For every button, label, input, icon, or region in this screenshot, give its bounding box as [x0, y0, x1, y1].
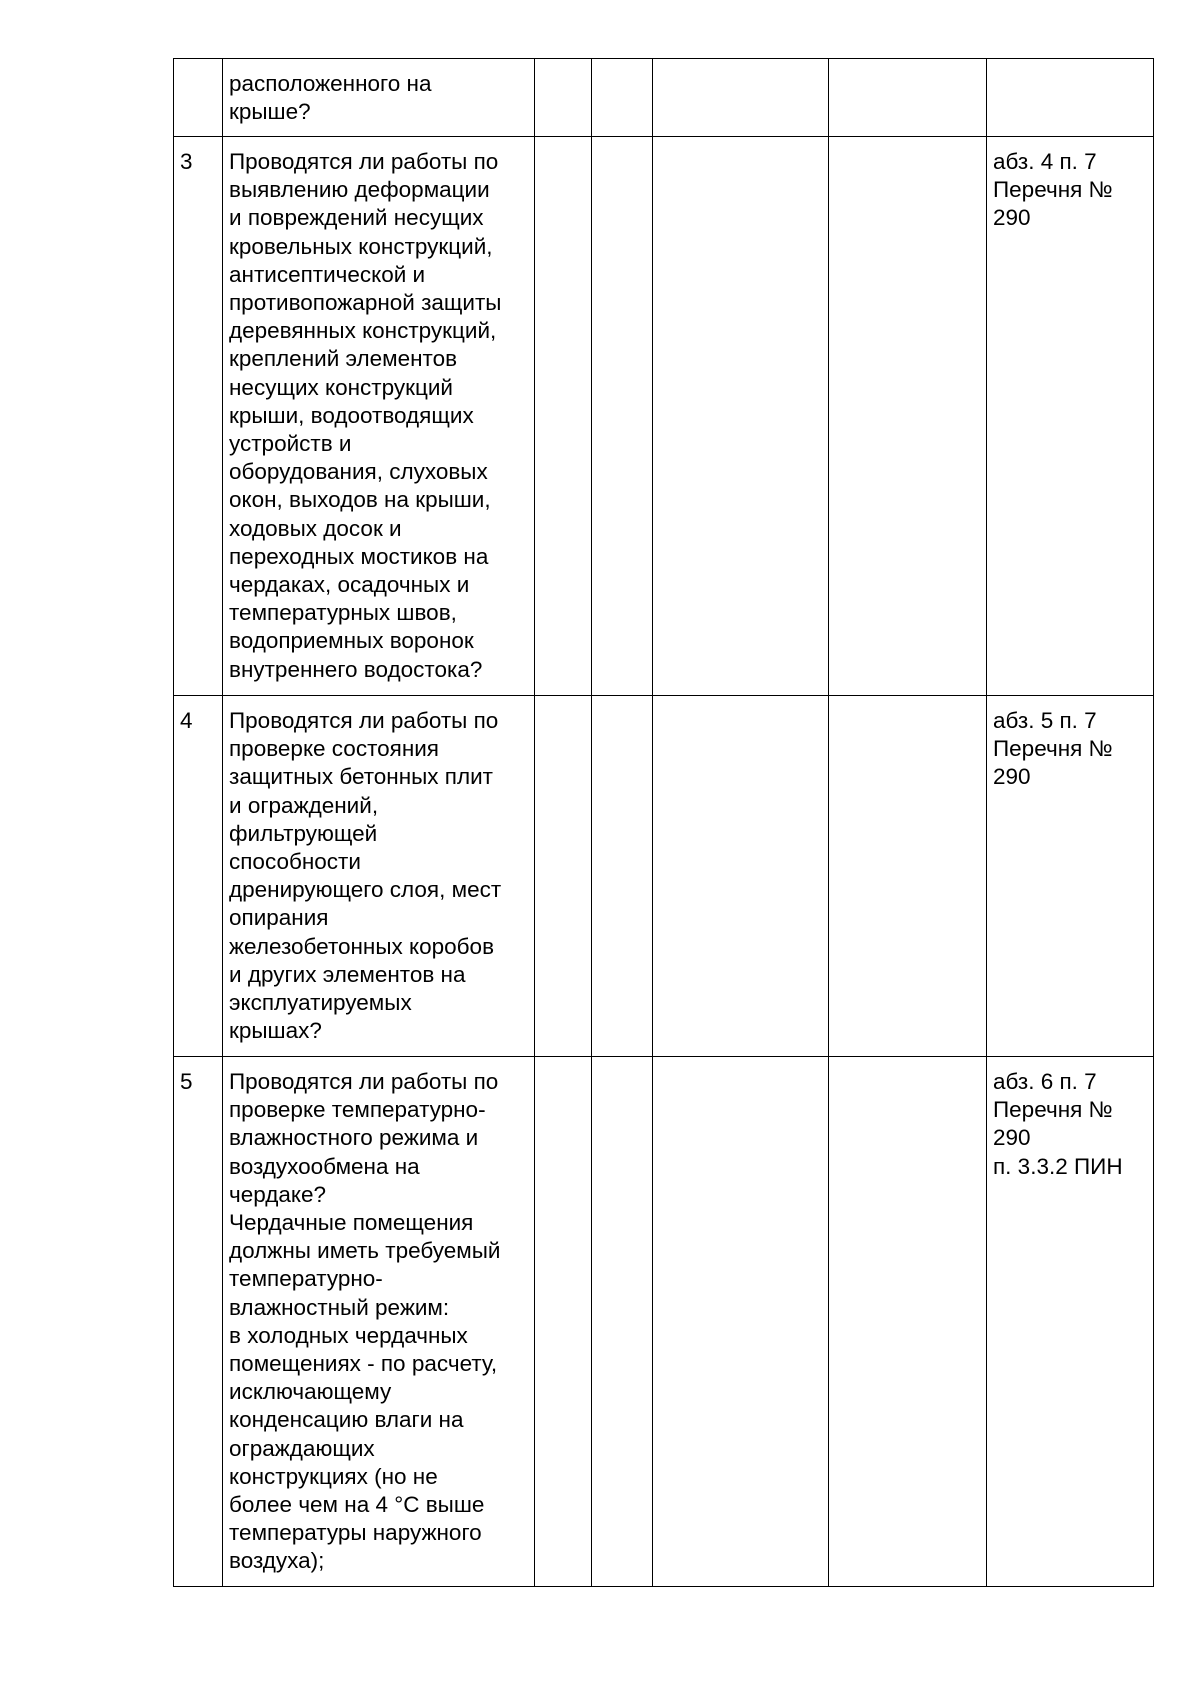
reference-line: 290 — [993, 764, 1031, 790]
note-cell — [829, 1057, 987, 1587]
question-line: переходных мостиков на — [229, 543, 489, 569]
reference-line: Перечня № — [993, 1097, 1113, 1123]
question-cell — [223, 1057, 535, 1587]
question-cell — [223, 696, 535, 1057]
question-line: оборудования, слуховых — [229, 459, 488, 485]
question-line: более чем на 4 °С выше — [229, 1492, 485, 1518]
reference-line: абз. 4 п. 7 — [993, 149, 1097, 174]
question-line: крыше? — [229, 99, 311, 125]
row-number-cell: 4 — [174, 696, 223, 1057]
question-line: защитных бетонных плит — [229, 764, 493, 790]
question-line: конструкциях (но не — [229, 1463, 438, 1489]
answer-no-cell — [592, 696, 653, 1057]
question-line: несущих конструкций — [229, 374, 453, 400]
question-line: помещениях - по расчету, — [229, 1351, 498, 1377]
reference-line: абз. 6 п. 7 — [993, 1069, 1097, 1094]
answer-yes-cell — [535, 137, 592, 696]
row-number-cell — [174, 59, 223, 137]
question-line: внутреннего водостока? — [229, 656, 483, 682]
reference-line: Перечня № — [993, 177, 1113, 203]
reference-line: Перечня № — [993, 736, 1113, 762]
question-line: деревянных конструкций, — [229, 318, 497, 344]
question-line: расположенного на — [229, 71, 432, 96]
question-line: эксплуатируемых — [229, 990, 412, 1016]
not-applicable-cell — [653, 1057, 829, 1587]
question-line: Проводятся ли работы по — [229, 708, 499, 733]
question-line: ограждающих — [229, 1435, 375, 1461]
checklist-table — [173, 58, 1154, 1587]
table-row — [174, 137, 1154, 696]
question-line: в холодных чердачных — [229, 1322, 468, 1348]
question-line: температурных швов, — [229, 600, 457, 626]
question-line: кровельных конструкций, — [229, 233, 493, 259]
question-line: температурно- — [229, 1266, 383, 1292]
question-line: Проводятся ли работы по — [229, 1069, 499, 1094]
question-line: креплений элементов — [229, 346, 458, 372]
reference-line: 290 — [993, 1125, 1031, 1151]
question-line: опирания — [229, 905, 329, 931]
question-cell — [223, 59, 535, 137]
question-line: влажностного режима и — [229, 1125, 479, 1151]
question-line: чердаках, осадочных и — [229, 572, 470, 598]
row-number-cell: 3 — [174, 137, 223, 696]
not-applicable-cell — [653, 137, 829, 696]
reference-cell — [987, 1057, 1154, 1587]
answer-no-cell — [592, 59, 653, 137]
table-row — [174, 1057, 1154, 1587]
not-applicable-cell — [653, 696, 829, 1057]
question-line: проверке температурно- — [229, 1097, 486, 1123]
question-line: ходовых досок и — [229, 515, 402, 541]
question-line: чердаке? — [229, 1181, 326, 1207]
question-line: фильтрующей — [229, 820, 378, 846]
question-line: воздухообмена на — [229, 1153, 420, 1179]
question-line: выявлению деформации — [229, 177, 490, 203]
question-line: крышах? — [229, 1018, 322, 1044]
question-line: устройств и — [229, 431, 352, 457]
question-line: и ограждений, — [229, 792, 379, 818]
reference-line: п. 3.3.2 ПИН — [993, 1153, 1123, 1179]
question-line: Проводятся ли работы по — [229, 149, 499, 174]
question-line: проверке состояния — [229, 736, 439, 762]
question-line: исключающему — [229, 1379, 392, 1405]
answer-no-cell — [592, 1057, 653, 1587]
note-cell — [829, 59, 987, 137]
question-line: должны иметь требуемый — [229, 1238, 501, 1264]
answer-yes-cell — [535, 1057, 592, 1587]
not-applicable-cell — [653, 59, 829, 137]
question-line: конденсацию влаги на — [229, 1407, 464, 1433]
question-line: окон, выходов на крыши, — [229, 487, 491, 513]
question-line: воздуха); — [229, 1548, 325, 1574]
question-cell — [223, 137, 535, 696]
question-line: антисептической и — [229, 261, 426, 287]
question-line: и повреждений несущих — [229, 205, 484, 231]
table-row — [174, 59, 1154, 137]
question-line: противопожарной защиты — [229, 290, 502, 316]
reference-line: 290 — [993, 205, 1031, 231]
question-line: и других элементов на — [229, 961, 466, 987]
answer-no-cell — [592, 137, 653, 696]
question-line: способности — [229, 849, 361, 875]
reference-cell — [987, 137, 1154, 696]
question-line: железобетонных коробов — [229, 933, 495, 959]
question-line: Чердачные помещения — [229, 1210, 474, 1236]
question-line: температуры наружного — [229, 1520, 482, 1546]
question-line: водоприемных воронок — [229, 628, 474, 654]
question-line: влажностный режим: — [229, 1294, 450, 1320]
reference-cell — [987, 59, 1154, 137]
note-cell — [829, 137, 987, 696]
answer-yes-cell — [535, 59, 592, 137]
table-row — [174, 696, 1154, 1057]
reference-line: абз. 5 п. 7 — [993, 708, 1097, 733]
reference-cell — [987, 696, 1154, 1057]
answer-yes-cell — [535, 696, 592, 1057]
question-line: крыши, водоотводящих — [229, 402, 474, 428]
question-line: дренирующего слоя, мест — [229, 877, 502, 903]
note-cell — [829, 696, 987, 1057]
row-number-cell: 5 — [174, 1057, 223, 1587]
